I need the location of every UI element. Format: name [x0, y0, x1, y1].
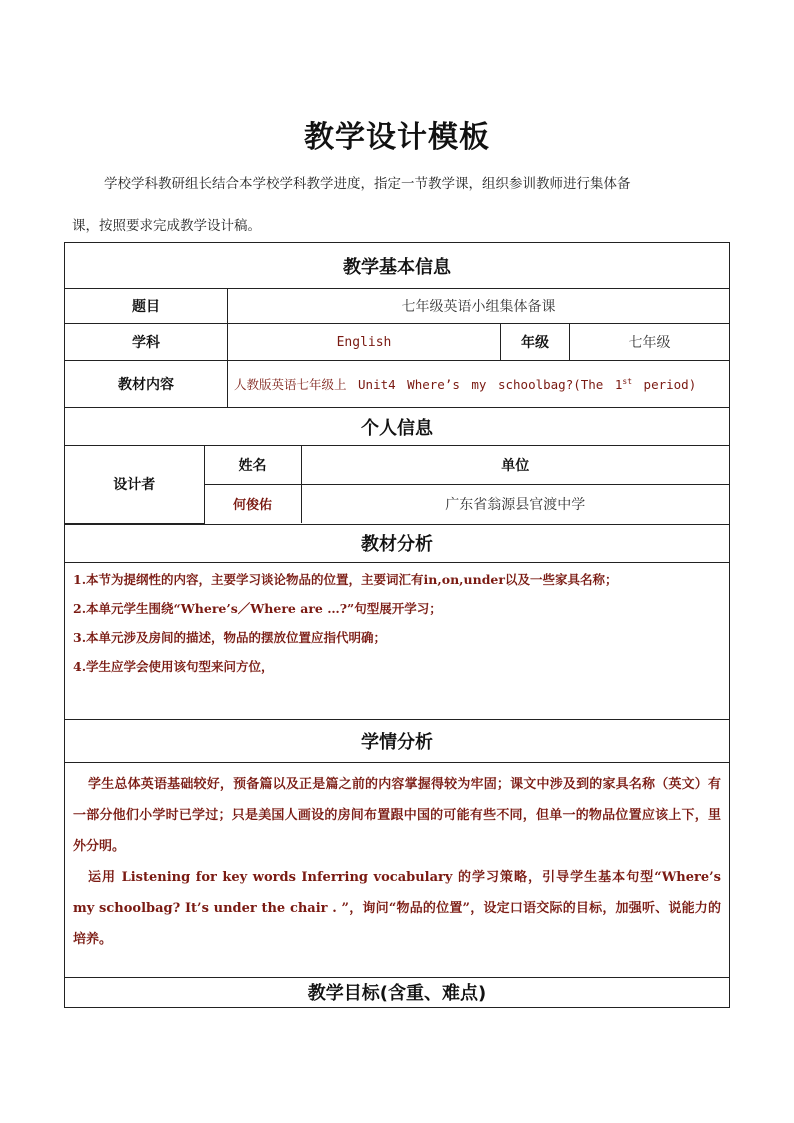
grade-label: 年级: [501, 324, 570, 361]
material-value: 人教版英语七年级上 Unit4 Where’s my schoolbag?(The 1st period): [228, 361, 730, 408]
topic-value: 七年级英语小组集体备课: [228, 289, 730, 324]
intro-line-2: 课，按照要求完成教学设计稿。: [72, 218, 261, 234]
learner-paragraph-2: 运用 Listening for key words Inferring vocabulary 的学习策略，引导学生基本句型“Where’s my schoolbag? It’s under the chair . ”，询问“物品的位置”，设定口语交际的目标，加强听、说能力的培养。: [73, 869, 721, 947]
learner-analysis-body: [65, 762, 730, 977]
analysis-item: 4.学生应学会使用该句型来问方位，: [73, 658, 274, 674]
name-label: 姓名: [204, 446, 301, 484]
analysis-item: 1.本节为提纲性的内容，主要学习谈论物品的位置，主要词汇有in,on,under以及一些家具名称；: [73, 571, 618, 587]
name-value: 何俊佑: [204, 484, 301, 523]
learner-paragraph-1: 学生总体英语基础较好，预备篇以及正是篇之前的内容掌握得较为牢固；课文中涉及到的家具名称（英文）有一部分他们小学时已学过；只是美国人画设的房间布置跟中国的可能有些不同，但单一的物品位置应该上下，里外分明。: [73, 776, 721, 854]
page-title: 教学设计模板: [304, 120, 490, 155]
objectives-heading: 教学目标(含重、难点): [65, 977, 730, 1007]
subject-label: 学科: [65, 324, 228, 361]
learner-analysis-heading: 学情分析: [65, 719, 730, 762]
material-label: 教材内容: [65, 361, 228, 408]
intro-line-1: 学校学科教研组长结合本学校学科教学进度，指定一节教学课，组织参训教师进行集体备: [104, 176, 631, 192]
designer-label: 设计者: [65, 446, 204, 523]
subject-value: English: [228, 324, 501, 361]
personal-info-heading: 个人信息: [65, 408, 730, 446]
basic-info-heading: 教学基本信息: [65, 243, 730, 289]
material-analysis-heading: 教材分析: [65, 524, 730, 562]
topic-label: 题目: [65, 289, 228, 324]
analysis-item: 2.本单元学生围绕“Where’s／Where are …?”句型展开学习；: [73, 600, 442, 616]
material-analysis-body: [65, 562, 730, 719]
designer-block: [65, 446, 730, 525]
grade-value: 七年级: [570, 324, 730, 361]
unit-label: 单位: [301, 446, 729, 484]
unit-value: 广东省翁源县官渡中学: [301, 484, 729, 523]
analysis-item: 3.本单元涉及房间的描述，物品的摆放位置应指代明确；: [73, 629, 387, 645]
lesson-design-table: [64, 242, 730, 1008]
